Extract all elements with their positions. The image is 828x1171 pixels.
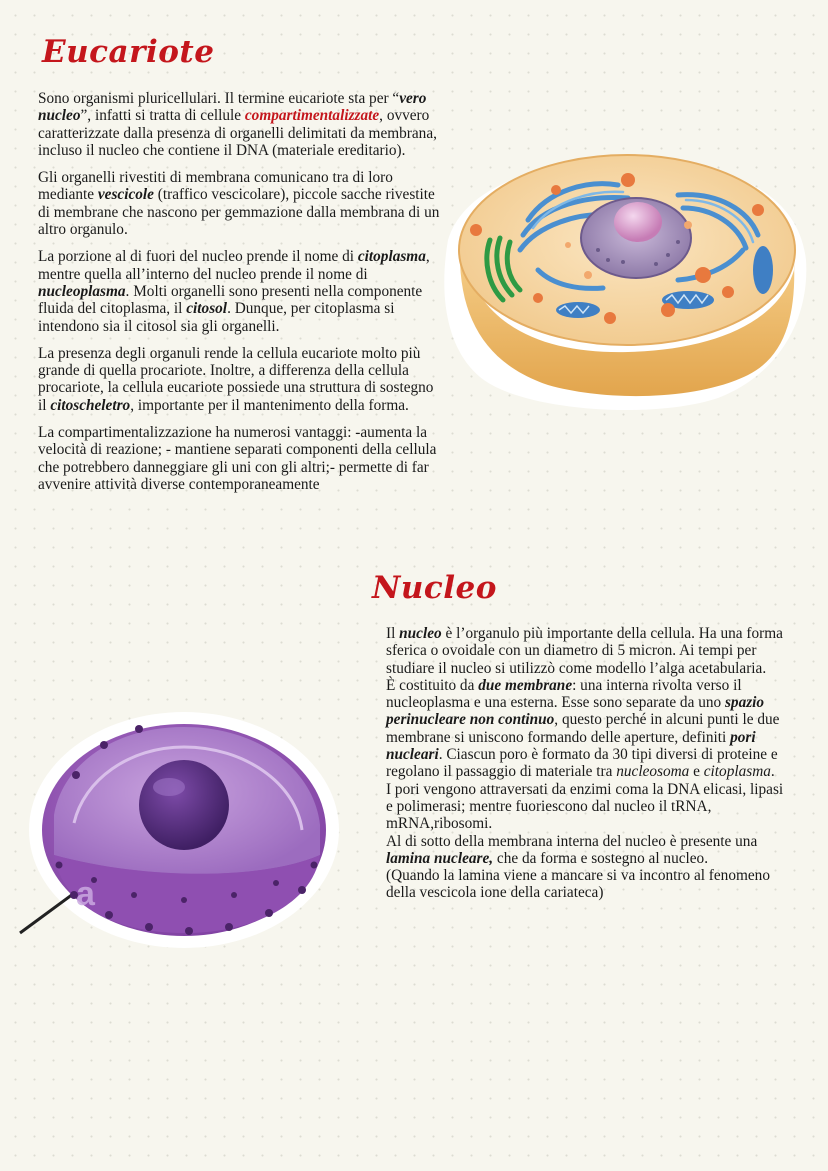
text-run: , ovvero caratterizzate dalla presenza di organelli delimitati da membrana, incluso il nucleo che contiene il DNA (materiale ereditario).	[38, 107, 437, 159]
text-run: È costituito da	[386, 676, 479, 694]
term-pori-nucleari: pori nucleari	[386, 728, 756, 764]
paragraph	[38, 345, 443, 414]
nucleus-illustration	[14, 705, 344, 955]
text-run: Gli organelli rivestiti di membrana comunicano tra di loro mediante	[38, 169, 393, 204]
paragraph: (Quando la lamina viene a mancare si va incontro al fenomeno della vescicola ione della cariateca)	[386, 867, 770, 902]
paragraph	[38, 248, 443, 334]
text-run: che da forma e sostegno al nucleo.	[493, 849, 709, 867]
term-nucleosoma: nucleosoma	[616, 763, 690, 781]
text-run: .	[770, 763, 775, 781]
text-run: : una interna rivolta verso il nucleoplasma e una esterna. Esse sono separate da uno	[386, 676, 742, 712]
nucleo-text	[386, 625, 791, 902]
text-run: La porzione al di fuori del nucleo prende il nome di	[38, 248, 358, 266]
paragraph	[386, 833, 791, 868]
text-run: è l’organulo più importante della cellula. Ha una forma sferica o ovoidale con un diametro di 5 micron. Ai tempi per studiare il nucleo si utilizzò come modello l’alga acetabularia.	[386, 625, 783, 677]
paragraph	[386, 625, 791, 677]
text-run: . Molti organelli sono presenti nella componente fluida del citoplasma, il	[38, 282, 423, 318]
term-citoplasma-nucleo: citoplasma	[703, 763, 771, 781]
term-citoscheletro: citoscheletro	[50, 396, 131, 414]
text-run: , mentre quella all’interno del nucleo prende il nome di	[38, 248, 430, 283]
text-run: Al di sotto della membrana interna del nucleo è presente una	[386, 832, 758, 850]
paragraph	[38, 169, 443, 238]
text-run: La presenza degli organuli rende la cellula eucariote molto più grande di quella procariote. Inoltre, a differenza della cellula procariote, la cellula eucariote possiede una struttura di sostegno il	[38, 344, 434, 414]
text-run: ”, infatti si tratta di cellule	[80, 107, 245, 125]
text-run: Il	[386, 625, 400, 642]
paragraph	[38, 90, 443, 159]
text-run: (traffico vescicolare), piccole sacche rivestite di membrane che nascono per gemmazione dalla membrana di un altro organulo.	[38, 186, 440, 239]
text-run: . Dunque, per citoplasma si intendono sia il citosol sia gli organelli.	[38, 300, 395, 335]
nucleus-label-a: a	[76, 875, 95, 913]
term-vero-nucleo: vero nucleo	[38, 90, 427, 125]
text-run: . Ciascun poro è formato da 30 tipi diversi di proteine e regolano il passaggio di materiale tra	[386, 746, 778, 781]
term-spazio-perinucleare: spazio perinucleare non continuo	[386, 694, 765, 729]
text-run: Sono organismi pluricellulari. Il termine eucariote sta per “	[38, 90, 400, 107]
term-vescicole: vescicole	[97, 186, 154, 204]
term-compartimentalizzate: compartimentalizzate	[244, 107, 380, 125]
term-nucleo: nucleo	[399, 625, 442, 642]
eucariote-text	[38, 90, 443, 503]
term-lamina-nucleare: lamina nucleare,	[386, 849, 494, 867]
text-run: , questo perché in alcuni punti le due membrane si uniscono formando delle aperture, definiti	[386, 711, 780, 746]
section-title-nucleo: Nucleo	[372, 570, 497, 606]
term-citosol: citosol	[186, 300, 228, 318]
term-nucleoplasma: nucleoplasma	[38, 282, 126, 300]
paragraph	[386, 677, 791, 781]
eukaryotic-cell-illustration	[428, 150, 818, 420]
paragraph: I pori vengono attraversati da enzimi coma la DNA elicasi, lipasi e polimerasi; mentre fuoriescono dal nucleo il tRNA, mRNA,ribosomi.	[386, 780, 784, 833]
paragraph: La compartimentalizzazione ha numerosi vantaggi: -aumenta la velocità di reazione; - mantiene separati componenti della cellula che potrebbero danneggiare gli uni con gli altri;- permette di far avvenire attività diverse contemporaneamente	[38, 424, 437, 493]
term-due-membrane: due membrane	[478, 676, 573, 694]
term-citoplasma: citoplasma	[357, 248, 426, 266]
section-title-eucariote: Eucariote	[42, 34, 215, 70]
text-run: e	[689, 763, 704, 781]
text-run: , importante per il mantenimento della forma.	[130, 396, 409, 414]
